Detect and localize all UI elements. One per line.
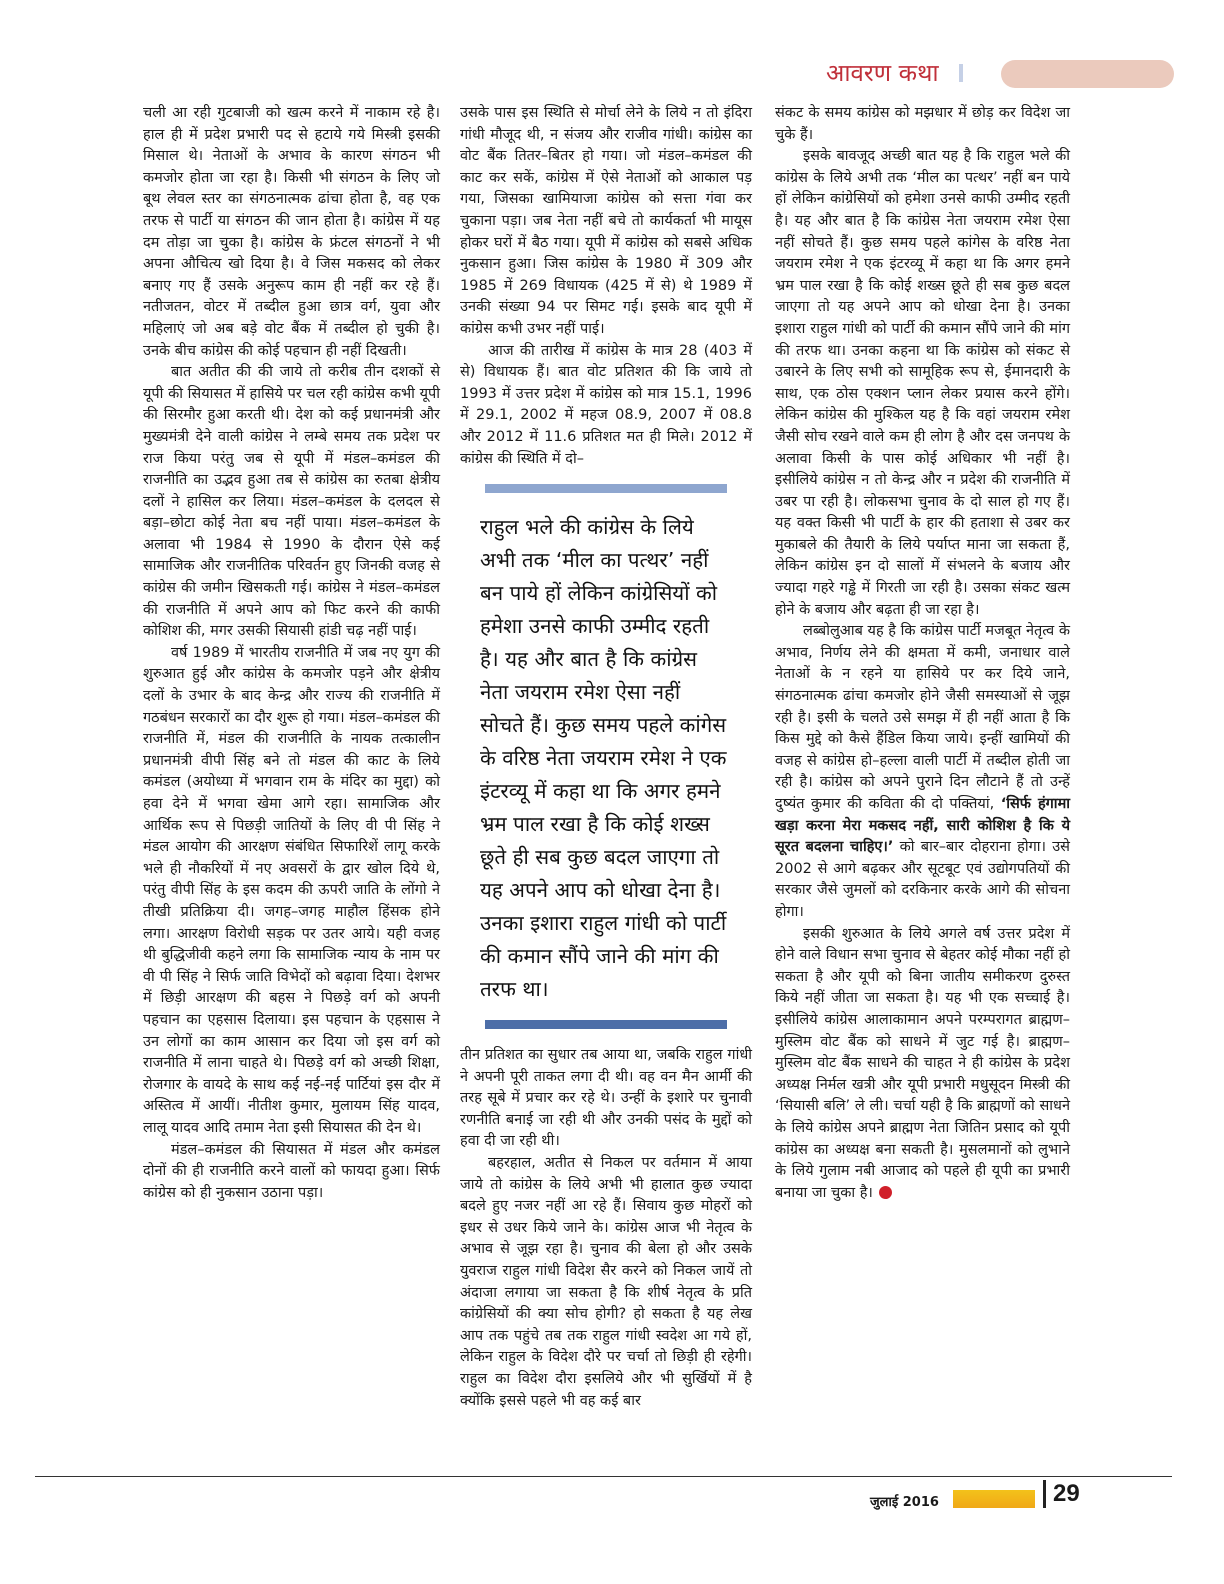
column-2: [460, 103, 752, 1412]
footer-divider: [1043, 1480, 1046, 1508]
pull-quote-top-bar: [485, 484, 727, 493]
pull-quote: राहुल भले की कांग्रेस के लिये अभी तक ‘मील का पत्थर’ नहीं बन पाये हों लेकिन कांग्रेसियों को हमेशा उनसे काफी उम्मीद रहती है। यह और बात है कि कांग्रेस नेता जयराम रमेश ऐसा नहीं सोचते हैं। कुछ समय पहले कांगेस के वरिष्ठ नेता जयराम रमेश ने एक इंटरव्यू में कहा था कि अगर हमने भ्रम पाल रखा है कि कोई शख्स छूते ही सब कुछ बदल जाएगा तो यह अपने आप को धोखा देना है। उनका इशारा राहुल गांधी को पार्टी की कमान सौंपे जाने की मांग की तरफ था।: [480, 515, 727, 1002]
magazine-logo: [953, 1490, 1035, 1508]
paragraph: [775, 924, 1070, 1205]
poem-quote: ‘सिर्फ हंगामा खड़ा करना मेरा मकसद नहीं, सारी कोशिश है कि ये सूरत बदलना चाहिए।’: [775, 796, 1070, 856]
title-divider: [959, 64, 963, 82]
column-1: [143, 103, 440, 1204]
paragraph: बात अतीत की की जाये तो करीब तीन दशकों से यूपी की सियासत में हासिये पर चल रही कांग्रेस कभी यूपी की सिरमौर हुआ करती थी। देश को कई प्रधानमंत्री और मुख्यमंत्री देने वाली कांग्रेस ने लम्बे समय तक प्रदेश पर राज किया परंतु जब से यूपी में मंडल–कमंडल की राजनीति का उद्भव हुआ तब से कांग्रेस का रुतबा क्षेत्रीय दलों ने हासिल कर लिया। मंडल–कमंडल के दलदल से बड़ा–छोटा कोई नेता बच नहीं पाया। मंडल–कमंडल के अलावा भी 1984 से 1990 के दौरान ऐसे कई सामाजिक और राजनीतिक परिवर्तन हुए जिनकी वजह से कांग्रेस की जमीन खिसकती गई। कांग्रेस ने मंडल–कमंडल की राजनीति में अपने आप को फिट करने की काफी कोशिश की, मगर उसकी सियासी हांडी चढ़ नहीं पाई।: [143, 364, 440, 640]
paragraph: संकट के समय कांग्रेस को मझधार में छोड़ कर विदेश जा चुके हैं।: [775, 105, 1070, 143]
paragraph: आज की तारीख में कांग्रेस के मात्र 28 (403 में से) विधायक हैं। बात वोट प्रतिशत की कि जाये तो 1993 में उत्तर प्रदेश में कांग्रेस को मात्र 15.1, 1996 में 29.1, 2002 में महज 08.9, 2007 में 08.8 और 2012 में 11.6 प्रतिशत मत ही मिले। 2012 में कांग्रेस की स्थिति में दो–: [460, 342, 752, 467]
issue-date: जुलाई 2016: [870, 1495, 939, 1510]
paragraph: [775, 621, 1070, 923]
paragraph: मंडल–कमंडल की सियासत में मंडल और कमंडल दोनों की ही राजनीति करने वालों को फायदा हुआ। सिर्फ कांग्रेस को ही नुकसान उठाना पड़ा।: [143, 1141, 440, 1201]
column-3: [775, 103, 1070, 1204]
pull-quote-bottom-bar: [485, 1020, 727, 1029]
paragraph: तीन प्रतिशत का सुधार तब आया था, जबकि राहुल गांधी ने अपनी पूरी ताकत लगा दी थी। वह वन मैन आर्मी की तरह सूबे में प्रचार कर रहे थे। उन्हीं के इशारे पर चुनावी रणनीति बनाई जा रही थी और उनकी पसंद के मुद्दों को हवा दी जा रही थी।: [460, 1047, 752, 1150]
footer: [0, 1476, 1224, 1584]
text: लब्बोलुआब यह है कि कांग्रेस पार्टी मजबूत नेतृत्व के अभाव, निर्णय लेने की क्षमता में कमी, जनाधार वाले नेताओं के न रहने या हासिये पर कर दिये जाने, संगठनात्मक ढांचा कमजोर होने जैसी समस्याओं से जूझ रही है। इसी के चलते उसे समझ में ही नहीं आता है कि किस मुद्दे को कैसे हैंडिल किया जाये। इन्हीं खामियों की वजह से कांग्रेस हो–हल्ला वाली पार्टी में तब्दील होती जा रही है। कांग्रेस को अपने पुराने दिन लौटाने हैं तो उन्हें दुष्यंत कुमार की कविता की दो पक्तियां,: [775, 623, 1070, 812]
section-title: आवरण कथा: [826, 59, 939, 87]
paragraph: इसके बावजूद अच्छी बात यह है कि राहुल भले की कांग्रेस के लिये अभी तक ‘मील का पत्थर’ नहीं बन पाये हों लेकिन कांग्रेसियों को हमेशा उनसे काफी उम्मीद रहती है। यह और बात है कि कांग्रेस नेता जयराम रमेश ऐसा नहीं सोचते हैं। कुछ समय पहले कांगेस के वरिष्ठ नेता जयराम रमेश ने एक इंटरव्यू में कहा था कि अगर हमने भ्रम पाल रखा है कि कोई शख्स छूते ही सब कुछ बदल जाएगा तो यह अपने आप को धोखा देना है। उनका इशारा राहुल गांधी को पार्टी की कमान सौंपे जाने की मांग की तरफ था। उनका कहना था कि कांग्रेस को संकट से उबारने के लिए सभी को सामूहिक रूप से, ईमानदारी के साथ, एक ठोस एक्शन प्लान लेकर प्रयास करने होंगे। लेकिन कांग्रेस की मुश्किल यह है कि वहां जयराम रमेश जैसी सोच रखने वाले कम ही लोग है और दस जनपथ के अलावा किसी के पास कोई अधिकार भी नहीं है। इसीलिये कांग्रेस न तो केन्द्र और न प्रदेश की राजनीति में उबर पा रही है। लोकसभा चुनाव के दो साल हो गए हैं। यह वक्त किसी भी पार्टी के हार की हताशा से उबर कर मुकाबले की तैयारी के लिये पर्याप्त माना जा सकता हैं, लेकिन कांग्रेस इन दो सालों में संभलने के बजाय और ज्यादा गहरे गड्ढे में गिरती जा रही है। उसका संकट खत्म होने के बजाय और बढ़ता ही जा रहा है।: [775, 148, 1070, 618]
end-mark-icon: [879, 1186, 892, 1199]
footer-rule: [35, 1476, 1172, 1477]
page-number: 29: [1053, 1480, 1080, 1507]
header-decoration: [1001, 60, 1174, 88]
text: इसकी शुरुआत के लिये अगले वर्ष उत्तर प्रदेश में होने वाले विधान सभा चुनाव से बेहतर कोई मौका नहीं हो सकता है और यूपी को बिना जातीय समीकरण दुरुस्त किये नहीं जीता जा सकता है। यह भी एक सच्चाई है। इसीलिये कांग्रेस आलाकामान अपने परम्परागत ब्राह्मण–मुस्लिम वोट बैंक को साधने में जुट गई है। ब्राह्मण–मुस्लिम वोट बैंक साधने की चाहत ने ही कांग्रेस के प्रदेश अध्यक्ष निर्मल खत्री और यूपी प्रभारी मधुसूदन मिस्त्री की ‘सियासी बलि’ ले ली। चर्चा यही है कि ब्राह्मणों को साधने के लिये कांग्रेस अपने ब्राह्मण नेता जितिन प्रसाद को यूपी कांग्रेस का अध्यक्ष बना सकती है। मुसलमानों को लुभाने के लिये गुलाम नबी आजाद को पहले ही यूपी का प्रभारी बनाया जा चुका है।: [775, 925, 1070, 1201]
paragraph: वर्ष 1989 में भारतीय राजनीति में जब नए युग की शुरुआत हुई और कांग्रेस के कमजोर पड़ने और क्षेत्रीय दलों के उभार के बाद केन्द्र और राज्य की राजनीति में गठबंधन सरकारों का दौर शुरू हो गया। मंडल–कमंडल की राजनीति में, मंडल की राजनीति के नायक तत्कालीन प्रधानमंत्री वीपी सिंह बने तो मंडल की काट के लिये कमंडल (अयोध्या में भगवान राम के मंदिर का मुद्दा) को हवा देने में भगवा खेमा आगे रहा। सामाजिक और आर्थिक रूप से पिछड़ी जातियों के लिए वी पी सिंह ने मंडल आयोग की आरक्षण संबंधित सिफारिशें लागू करके भले ही नौकरियों में नए अवसरों के द्वार खोल दिये थे, परंतु वीपी सिंह के इस कदम की ऊपरी जाति के लोंगो ने तीखी प्रतिक्रिया दी। जगह–जगह माहौल हिंसक होने लगा। आरक्षण विरोधी सड़क पर उतर आये। यही वजह थी बुद्धिजीवी कहने लगा कि सामाजिक न्याय के नाम पर वी पी सिंह ने सिर्फ जाति विभेदों को बढ़ावा दिया। देशभर में छिड़ी आरक्षण की बहस ने पिछड़े वर्ग को अपनी पहचान का एहसास दिलाया। इस पहचान के एहसास ने उन लोगों का काम आसान कर दिया जो इस वर्ग को राजनीति में लाना चाहते थे। पिछड़े वर्ग को अच्छी शिक्षा, रोजगार के वायदे के साथ कई नई-नई पार्टियां इस दौर में अस्तित्व में आयीं। नीतीश कुमार, मुलायम सिंह यादव, लालू यादव आदि तमाम नेता इसी सियासत की देन थे।: [143, 644, 440, 1136]
paragraph: चली आ रही गुटबाजी को खत्म करने में नाकाम रहे है। हाल ही में प्रदेश प्रभारी पद से हटाये गये मिस्त्री इसकी मिसाल थे। नेताओं के अभाव के कारण संगठन भी कमजोर होता जा रहा है। किसी भी संगठन के लिए जो बूथ लेवल स्तर का संगठनात्मक ढांचा होता है, वह एक तरफ से पार्टी या संगठन की जान होता है। कांग्रेस में यह दम तोड़ा जा चुका है। कांग्रेस के फ्रंटल संगठनों ने भी अपना औचित्य खो दिया है। वे जिस मकसद को लेकर बनाए गए हैं उसके अनुरूप काम ही नहीं कर रहे हैं। नतीजतन, वोटर में तब्दील हुआ छात्र वर्ग, युवा और महिलाएं जो अब बड़े वोट बैंक में तब्दील हो चुकी है। उनके बीच कांग्रेस की कोई पहचान ही नहीं दिखती।: [143, 105, 440, 359]
text: को बार–बार दोहराना होगा। उसे 2002 से आगे बढ़कर और सूटबूट एवं उद्योगपतियों की सरकार जैसे जुमलों को दरकिनार करके आगे की सोचना होगा।: [775, 839, 1070, 920]
paragraph: बहरहाल, अतीत से निकल पर वर्तमान में आया जाये तो कांग्रेस के लिये अभी भी हालात कुछ ज्यादा बदले हुए नजर नहीं आ रहे हैं। सिवाय कुछ मोहरों को इधर से उधर किये जाने के। कांग्रेस आज भी नेतृत्व के अभाव से जूझ रहा है। चुनाव की बेला हो और उसके युवराज राहुल गांधी विदेश सैर करने को निकल जायें तो अंदाजा लगाया जा सकता है कि शीर्ष नेतृत्व के प्रति कांग्रेसियों की क्या सोच होगी? हो सकता है यह लेख आप तक पहुंचे तब तक राहुल गांधी स्वदेश आ गये हों, लेकिन राहुल के विदेश दौरे पर चर्चा तो छिड़ी ही रहेगी। राहुल का विदेश दौरा इसलिये और भी सुर्खियों में है क्योंकि इससे पहले भी वह कई बार: [460, 1155, 752, 1409]
paragraph: उसके पास इस स्थिति से मोर्चा लेने के लिये न तो इंदिरा गांधी मौजूद थी, न संजय और राजीव गांधी। कांग्रेस का वोट बैंक तितर–बितर हो गया। जो मंडल–कमंडल की काट कर सकें, कांग्रेस में ऐसे नेताओं को आकाल पड़ गया, जिसका खामियाजा कांग्रेस को सत्ता गंवा कर चुकाना पड़ा। जब नेता नहीं बचे तो कार्यकर्ता भी मायूस होकर घरों में बैठ गया। यूपी में कांग्रेस को सबसे अधिक नुकसान हुआ। जिस कांग्रेस के 1980 में 309 और 1985 में 269 विधायक (425 में से) थे 1989 में उनकी संख्या 94 पर सिमट गई। इसके बाद यूपी में कांग्रेस कभी उभर नहीं पाई।: [460, 105, 752, 337]
